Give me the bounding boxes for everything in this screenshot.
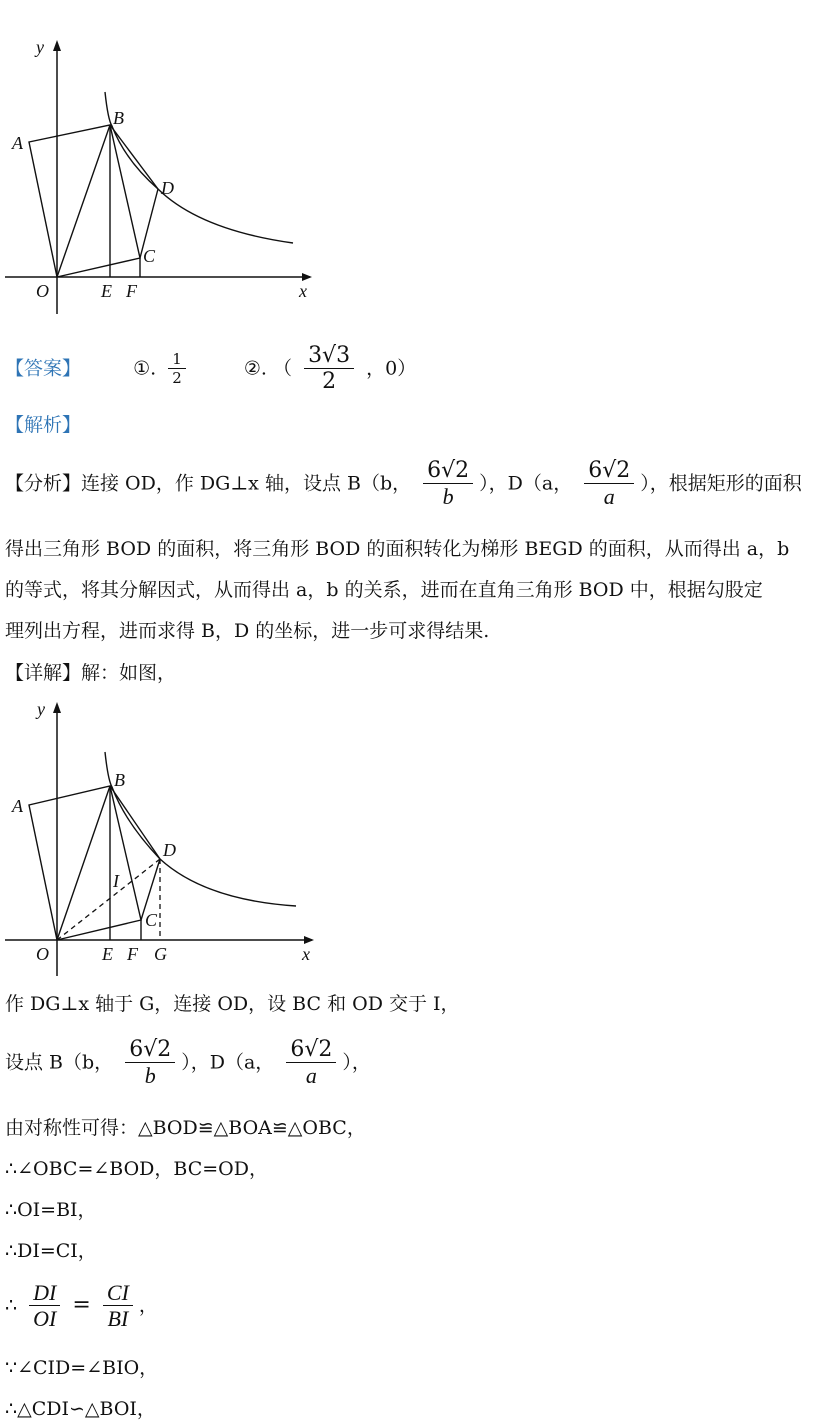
- segment-bd: [110, 786, 160, 859]
- answer-line: [5, 343, 416, 396]
- analysis-line1-c: ），根据矩形的面积: [640, 472, 802, 495]
- x-axis-arrow: [304, 936, 314, 944]
- step-7-den-2: BI: [107, 1306, 129, 1332]
- answer-item2-rest: ，0）: [366, 357, 417, 380]
- label-e: E: [102, 944, 113, 964]
- x-axis-arrow: [302, 273, 312, 281]
- analysis-line-2: 得出三角形 BOD 的面积，将三角形 BOD 的面积转化为梯形 BEGD 的面积，从而得出 a，b: [5, 538, 790, 560]
- label-o: O: [36, 944, 49, 964]
- segment-ob: [57, 125, 110, 277]
- step-7: [5, 1280, 158, 1333]
- answer-item2-num: 3√3: [304, 343, 354, 369]
- analysis-prefix: 【分析】: [5, 472, 82, 495]
- answer-label: 【答案】: [5, 357, 82, 380]
- analysis-frac-b-num: 6√2: [423, 458, 473, 484]
- analysis-frac-a-num: 6√2: [584, 458, 634, 484]
- label-e: E: [101, 281, 112, 301]
- label-g: G: [154, 944, 167, 964]
- answer-item2-marker: ②.: [243, 357, 267, 380]
- label-i: I: [113, 871, 119, 891]
- step-2-frac-b: [125, 1037, 175, 1090]
- label-b: B: [113, 108, 124, 128]
- step-7-end: ，: [138, 1294, 158, 1317]
- step-2-frac-a: [286, 1037, 336, 1090]
- step-9: ∴△CDI∽△BOI，: [5, 1398, 156, 1420]
- step-2-b: ），D（a，: [181, 1051, 275, 1074]
- analysis-line1-a: 连接 OD，作 DG⊥x 轴，设点 B（b，: [81, 472, 412, 495]
- step-2-frac-a-num: 6√2: [286, 1037, 336, 1063]
- label-c: C: [145, 910, 158, 930]
- step-2-frac-b-num: 6√2: [125, 1037, 175, 1063]
- label-y: y: [37, 699, 45, 719]
- step-2-a: 设点 B（b，: [5, 1051, 114, 1074]
- answer-item1-marker: ①.: [133, 357, 157, 380]
- analysis-line-4: 理列出方程，进而求得 B，D 的坐标，进一步可求得结果.: [5, 620, 490, 642]
- hyperbola-curve: [105, 92, 293, 243]
- step-3: 由对称性可得：△BOD≌△BOA≌△OBC，: [5, 1117, 366, 1139]
- step-4: ∴∠OBC=∠BOD，BC=OD，: [5, 1158, 268, 1180]
- step-2-frac-a-den: a: [305, 1063, 317, 1089]
- step-2-c: ），: [342, 1051, 371, 1074]
- hyperbola-curve: [105, 752, 296, 906]
- step-5: ∴OI=BI，: [5, 1199, 97, 1221]
- step-7-frac-2: [103, 1280, 133, 1333]
- step-2-frac-b-den: b: [144, 1063, 156, 1089]
- label-a: A: [12, 796, 23, 816]
- step-7-therefore: ∴: [5, 1294, 18, 1317]
- label-a: A: [12, 133, 23, 153]
- step-1: 作 DG⊥x 轴于 G，连接 OD，设 BC 和 OD 交于 I，: [5, 993, 460, 1015]
- segment-ob: [57, 786, 110, 940]
- label-o: O: [36, 281, 49, 301]
- answer-item2-fraction: [304, 343, 354, 396]
- y-axis-arrow: [53, 40, 61, 51]
- label-d: D: [161, 178, 174, 198]
- y-axis-arrow: [53, 702, 61, 713]
- label-y: y: [36, 37, 44, 57]
- analysis-label-line: [5, 414, 81, 438]
- figure-2-diagram: [0, 692, 330, 982]
- label-x: x: [302, 944, 310, 964]
- label-c: C: [143, 246, 156, 266]
- step-2: [5, 1037, 371, 1090]
- analysis-frac-b-den: b: [442, 484, 454, 510]
- detail-intro: 【详解】解：如图，: [5, 662, 177, 684]
- label-d: D: [163, 840, 176, 860]
- step-6: ∴DI=CI，: [5, 1240, 97, 1262]
- step-7-den-1: OI: [33, 1306, 57, 1332]
- answer-item1-den: 2: [172, 369, 182, 388]
- step-7-equals: =: [72, 1292, 91, 1318]
- answer-item2-den: 2: [322, 369, 337, 395]
- analysis-frac-a-den: a: [603, 484, 615, 510]
- step-7-num-2: CI: [103, 1280, 133, 1306]
- analysis-line-1: [5, 458, 802, 511]
- answer-item2-open: （: [273, 357, 293, 380]
- analysis-line1-b: ），D（a，: [479, 472, 573, 495]
- answer-item1-fraction: [168, 351, 186, 387]
- step-8: ∵∠CID=∠BIO，: [5, 1357, 159, 1379]
- step-7-frac-1: [29, 1280, 60, 1333]
- label-x: x: [299, 281, 307, 301]
- answer-item1-num: 1: [168, 351, 186, 369]
- rectangle-oabc: [29, 786, 141, 940]
- analysis-label: 【解析】: [5, 414, 82, 436]
- analysis-line-3: 的等式，将其分解因式，从而得出 a，b 的关系，进而在直角三角形 BOD 中，根据勾股定: [5, 579, 763, 601]
- label-f: F: [127, 944, 138, 964]
- figure-1-diagram: [0, 30, 330, 320]
- analysis-frac-a: [584, 458, 634, 511]
- analysis-frac-b: [423, 458, 473, 511]
- label-f: F: [126, 281, 137, 301]
- label-b: B: [114, 770, 125, 790]
- step-7-num-1: DI: [29, 1280, 60, 1306]
